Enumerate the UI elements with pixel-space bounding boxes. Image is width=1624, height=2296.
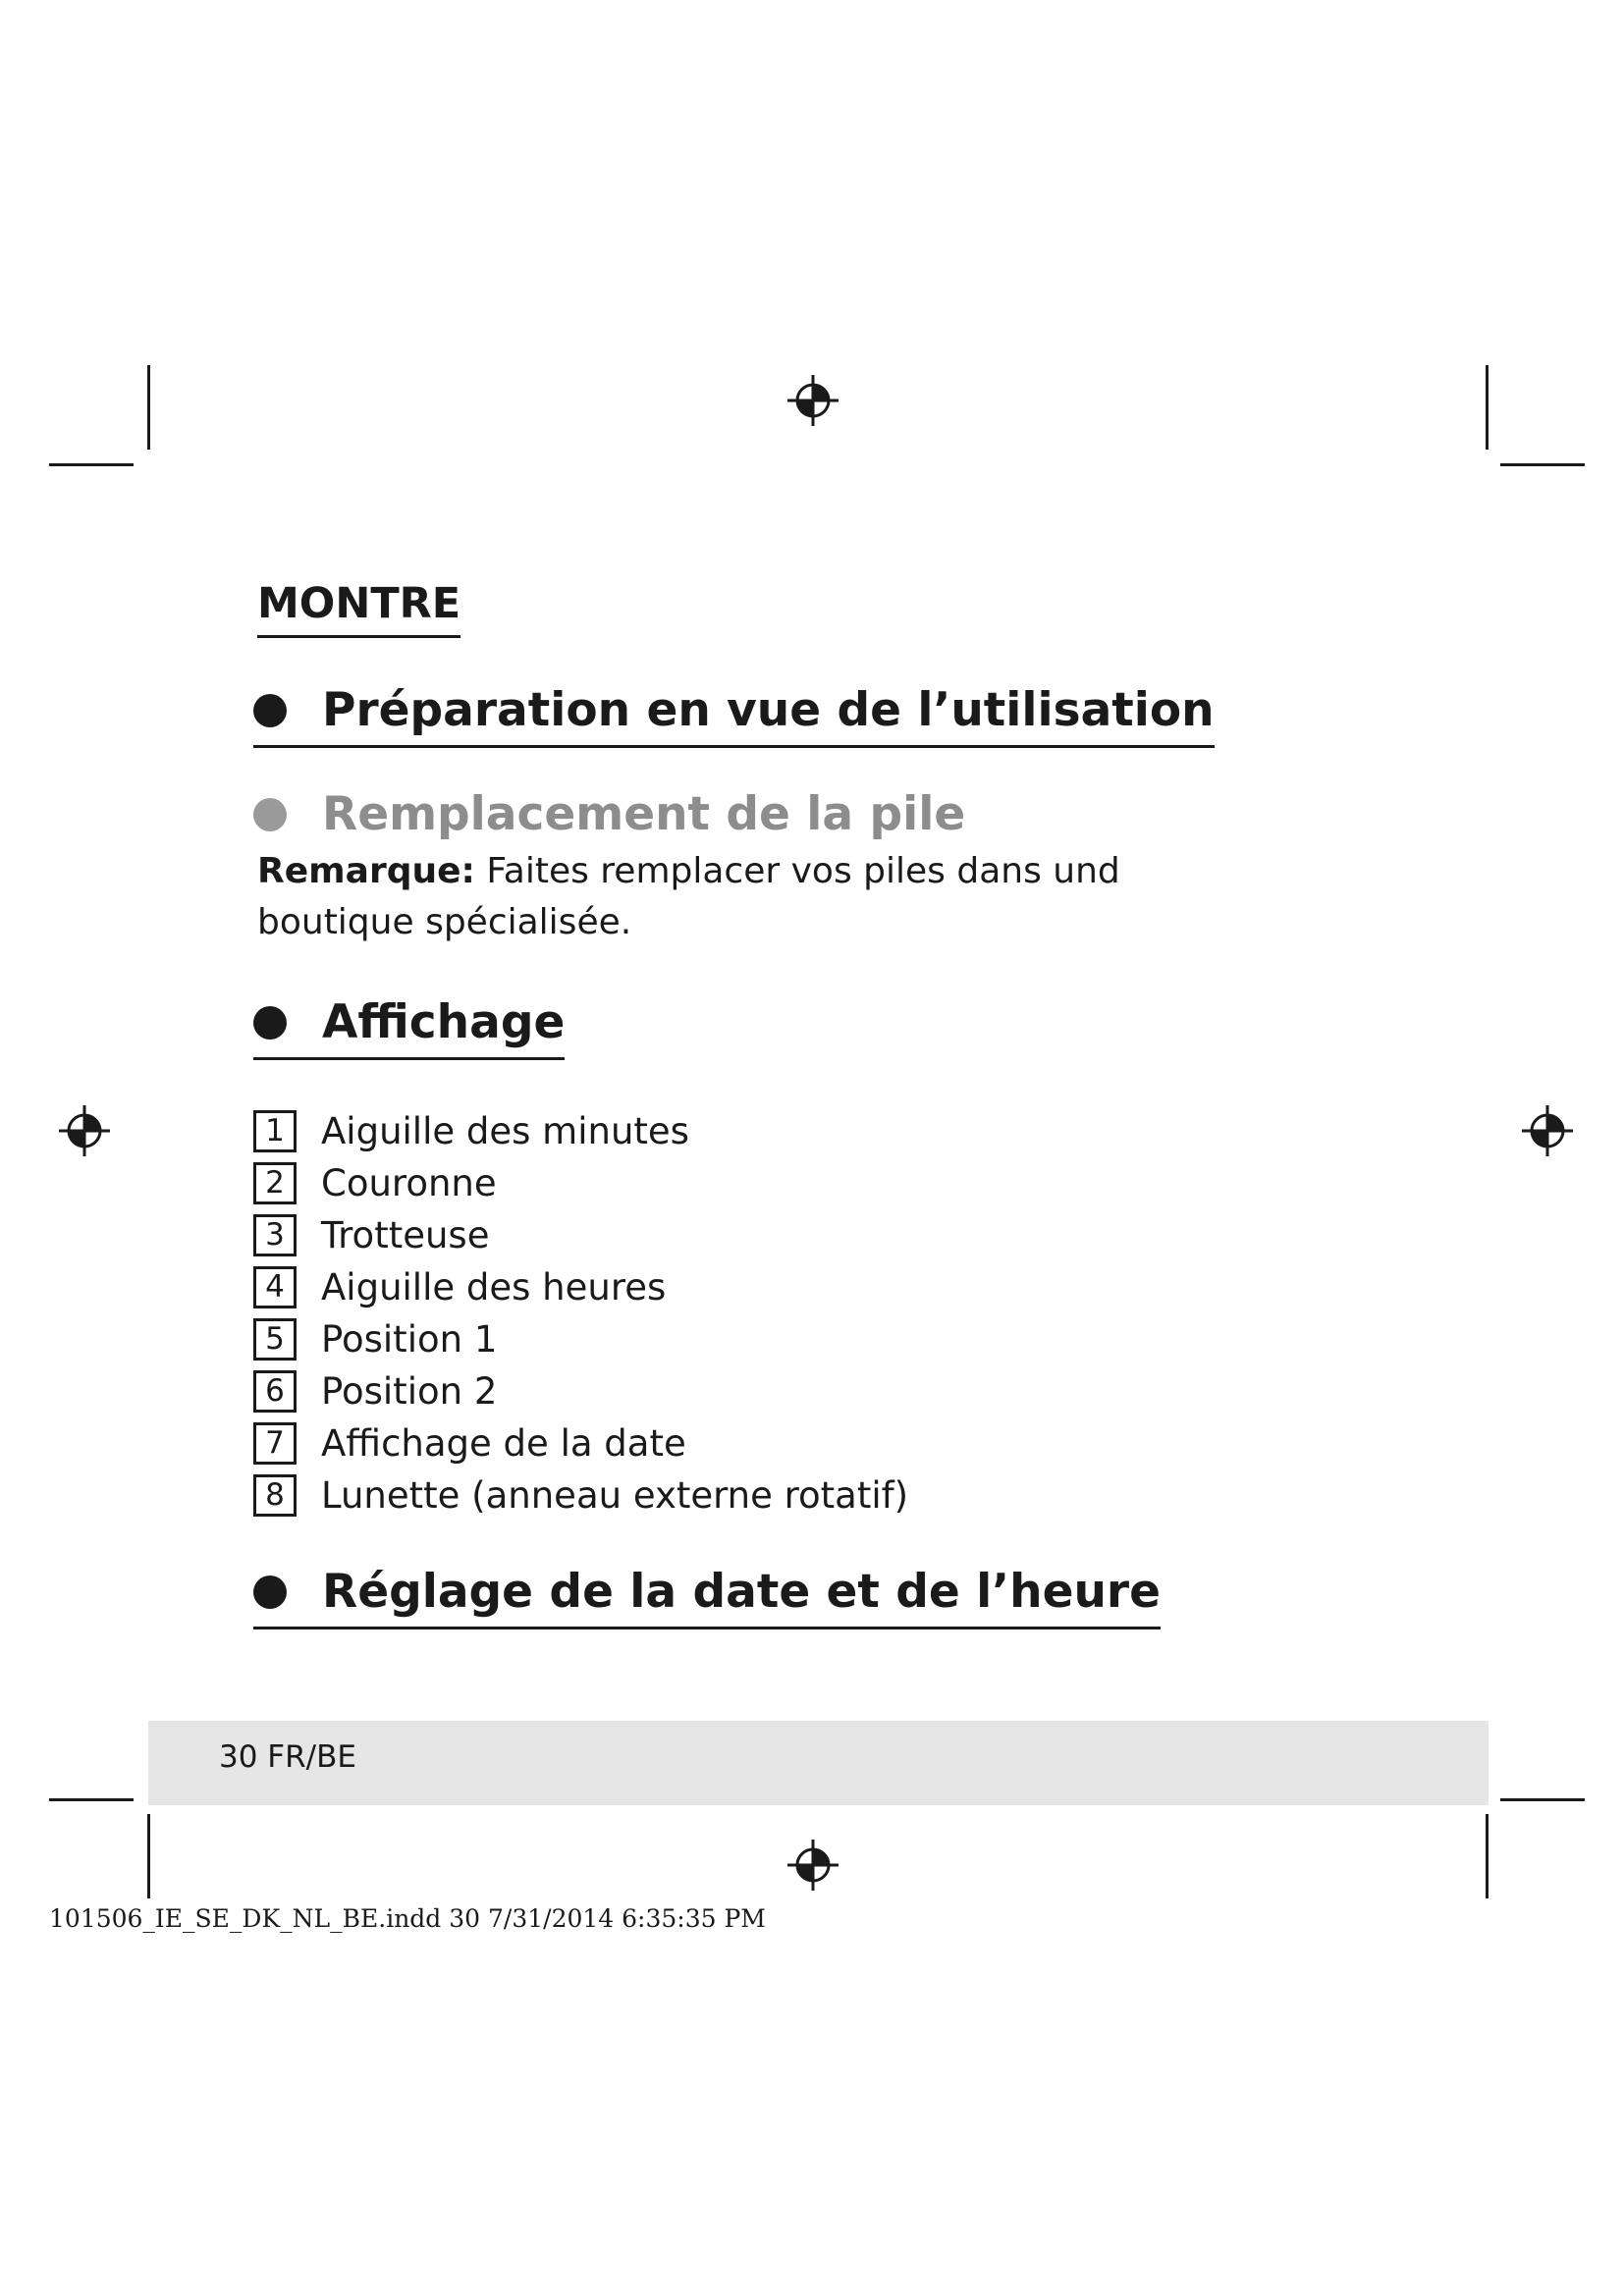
legend-label: Aiguille des heures <box>321 1266 667 1308</box>
heading-display <box>253 995 566 1060</box>
heading-display-text: Affichage <box>322 995 566 1049</box>
legend-label: Aiguille des minutes <box>321 1110 689 1152</box>
legend-number-box: 1 <box>253 1110 297 1152</box>
legend-item <box>253 1209 908 1261</box>
heading-preparation-text: Préparation en vue de l’utilisation <box>322 683 1215 737</box>
note-label: Remarque: <box>257 851 475 891</box>
legend-item <box>253 1469 908 1522</box>
footer-band <box>148 1721 1489 1805</box>
legend-item <box>253 1157 908 1209</box>
heading-battery-text: Remplacement de la pile <box>322 787 966 841</box>
legend-item <box>253 1365 908 1417</box>
registration-mark-bottom-icon <box>785 1838 840 1893</box>
note-text: Faites remplacer vos piles dans und boutique spécialisée. <box>257 851 1120 942</box>
crop-mark-bottom-right-vertical <box>1486 1814 1489 1898</box>
heading-preparation <box>253 683 1215 748</box>
legend-label: Position 1 <box>321 1318 498 1361</box>
note-paragraph <box>257 846 1278 948</box>
heading-battery <box>253 787 966 849</box>
bullet-icon <box>253 694 287 727</box>
section-title: MONTRE <box>257 583 460 638</box>
legend-label: Trotteuse <box>321 1214 490 1256</box>
legend-item <box>253 1417 908 1469</box>
legend-item <box>253 1313 908 1365</box>
page-number-label: 30 FR/BE <box>219 1739 356 1775</box>
crop-mark-top-left-horizontal <box>49 463 134 466</box>
crop-mark-bottom-left-horizontal <box>49 1798 134 1801</box>
print-slug: 101506_IE_SE_DK_NL_BE.indd 30 7/31/2014 6:35:35 PM <box>49 1904 766 1933</box>
bullet-icon <box>253 1006 287 1040</box>
crop-mark-top-left-vertical <box>147 365 150 450</box>
legend-label: Couronne <box>321 1162 497 1204</box>
crop-mark-bottom-left-vertical <box>147 1814 150 1898</box>
bullet-icon <box>253 1575 287 1609</box>
bullet-icon <box>253 798 287 831</box>
heading-settings <box>253 1565 1161 1629</box>
legend-label: Lunette (anneau externe rotatif) <box>321 1474 909 1517</box>
legend-number-box: 8 <box>253 1474 297 1517</box>
crop-mark-top-right-vertical <box>1486 365 1489 450</box>
heading-settings-text: Réglage de la date et de l’heure <box>322 1565 1161 1619</box>
legend-label: Position 2 <box>321 1370 498 1413</box>
legend-item <box>253 1261 908 1313</box>
legend-item <box>253 1105 908 1157</box>
legend-number-box: 3 <box>253 1214 297 1256</box>
legend-number-box: 4 <box>253 1266 297 1308</box>
legend-number-box: 2 <box>253 1162 297 1204</box>
registration-mark-left-icon <box>57 1103 112 1158</box>
legend-number-box: 5 <box>253 1318 297 1361</box>
registration-mark-right-icon <box>1520 1103 1575 1158</box>
parts-legend <box>253 1105 908 1522</box>
legend-label: Affichage de la date <box>321 1422 686 1465</box>
crop-mark-bottom-right-horizontal <box>1500 1798 1585 1801</box>
legend-number-box: 6 <box>253 1370 297 1413</box>
crop-mark-top-right-horizontal <box>1500 463 1585 466</box>
legend-number-box: 7 <box>253 1422 297 1465</box>
registration-mark-top-icon <box>785 373 840 428</box>
